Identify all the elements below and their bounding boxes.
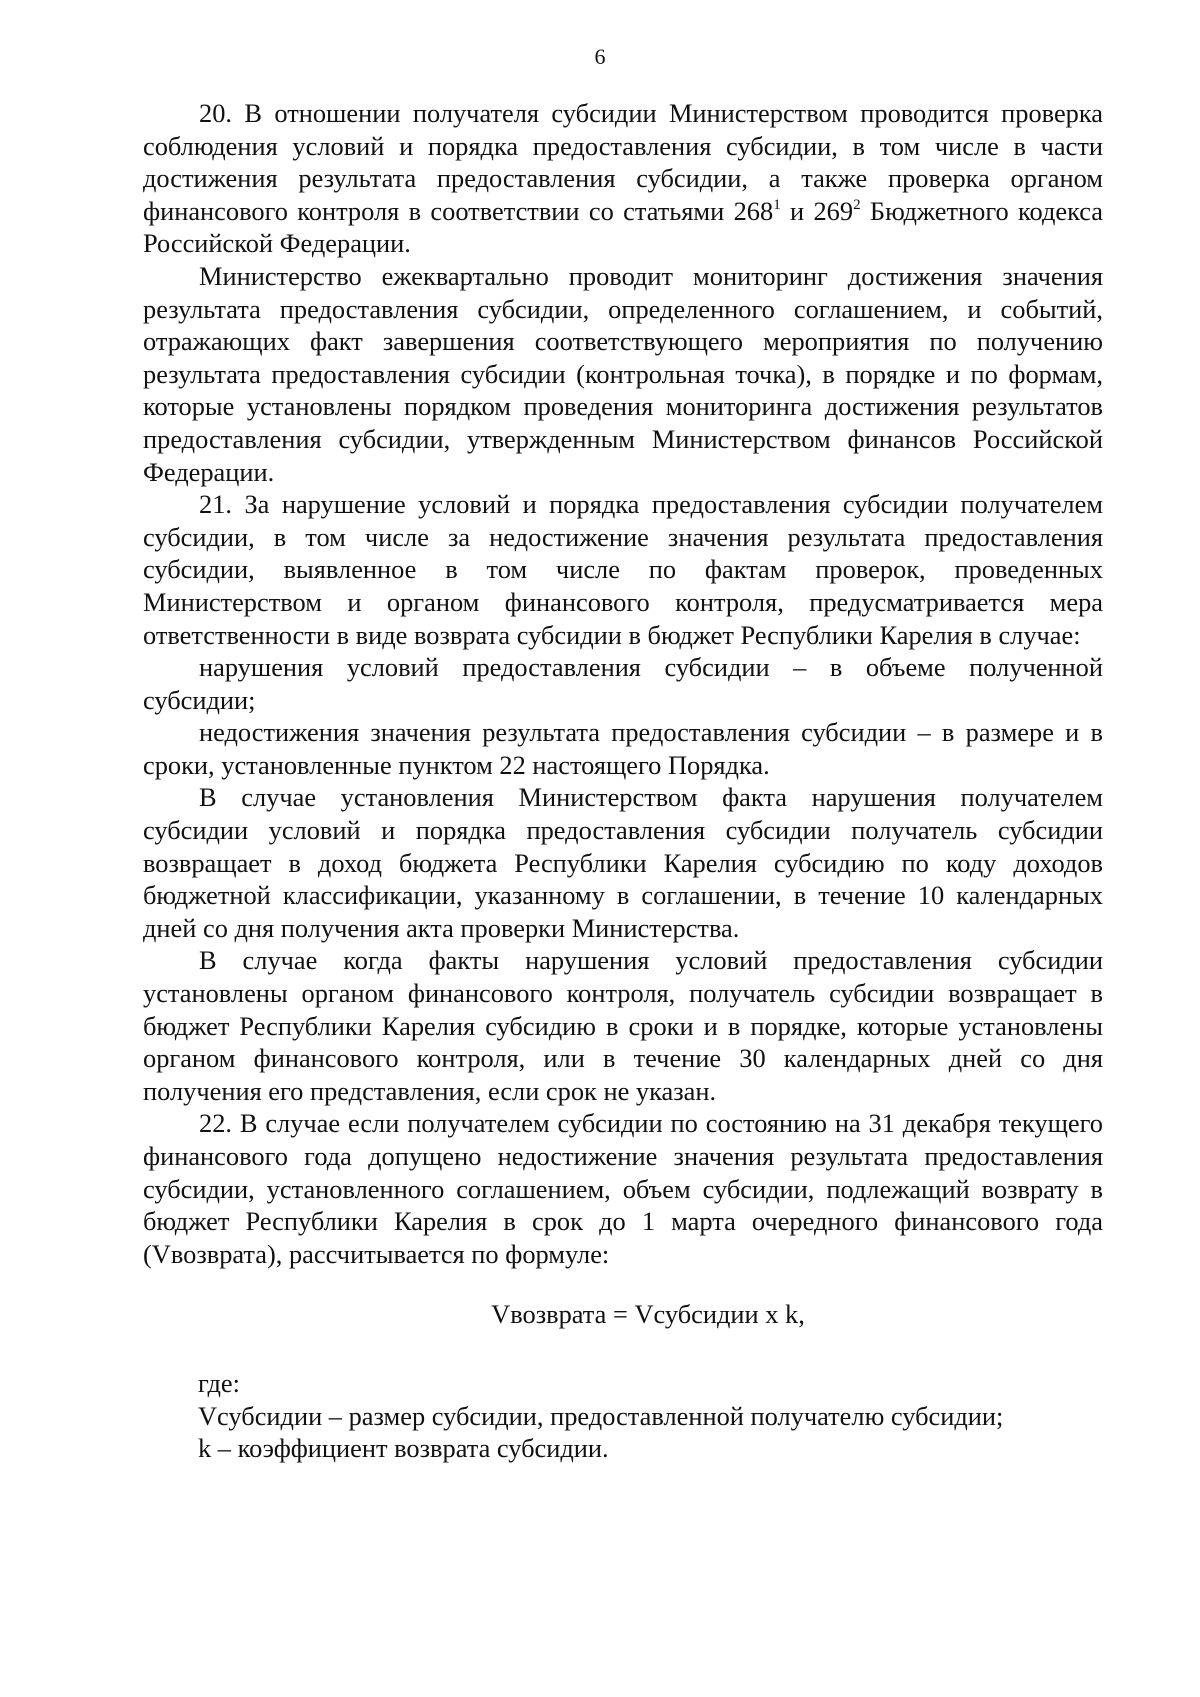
paragraph-20 (143, 97, 1103, 260)
paragraph-monitoring: Министерство ежеквартально проводит мониторинг достижения значения результата предоставления субсидии, определенного соглашением, и событий, отражающих факт завершения соответствующего мероприятия по получению результата предоставления субсидии (контрольная точка), в порядке и по формам, которые установлены порядком проведения мониторинга достижения результатов предоставления субсидии, утвержденным Министерством финансов Российской Федерации. (143, 260, 1103, 487)
paragraph-21: 21. За нарушение условий и порядка предоставления субсидии получателем субсидии, в том числе за недостижение значения результата предоставления субсидии, выявленное в том числе по фактам проверок, проведенных Министерством и органом финансового контроля, предусматривается мера ответственности в виде возврата субсидии в бюджет Республики Карелия в случае: (143, 489, 1103, 650)
paragraph-ministry-case: В случае установления Министерством факта нарушения получателем субсидии условий и порядка предоставления субсидии получатель субсидии возвращает в доход бюджета Республики Карелия субсидию по коду доходов бюджетной классификации, указанному в соглашении, в течение 10 календарных дней со дня получения акта проверки Министерства. (143, 782, 1103, 943)
definition-k: k – коэффициент возврата субсидии. (198, 1433, 609, 1464)
formula-definitions (143, 1367, 1103, 1465)
document-body (143, 97, 1103, 1465)
paragraph-violation: нарушения условий предоставления субсидии – в объеме полученной субсидии; (143, 652, 1103, 715)
paragraph-control-case: В случае когда факты нарушения условий предоставления субсидии установлены органом финансового контроля, получатель субсидии возвращает в бюджет Республики Карелия субсидию в сроки и в порядке, которые установлены органом финансового контроля, или в течение 30 календарных дней со дня получения его представления, если срок не указан. (143, 945, 1103, 1106)
paragraph-20-text-b: и 269 (780, 195, 854, 226)
where-label: где: (198, 1367, 240, 1398)
definition-v-subsidy: Vсубсидии – размер субсидии, предоставленной получателю субсидии; (198, 1400, 1004, 1431)
paragraph-20-text-a: 20. В отношении получателя субсидии Министерством проводится проверка соблюдения условий и порядка предоставления субсидии, в том числе в части достижения результата предоставления субсидии, а также проверка органом финансового контроля в соответствии со статьями 268 (143, 98, 1103, 226)
page-number: 6 (594, 44, 606, 69)
formula: Vвозврата = Vсубсидии x k, (491, 1299, 805, 1330)
superscript-2: 2 (853, 196, 861, 213)
paragraph-20-text-c: Бюджетного кодекса Российской Федерации. (143, 195, 1103, 259)
superscript-1: 1 (773, 196, 781, 213)
paragraph-22: 22. В случае если получателем субсидии по состоянию на 31 декабря текущего финансового года допущено недостижение значения результата предоставления субсидии, установленного соглашением, объем субсидии, подлежащий возврату в бюджет Республики Карелия в срок до 1 марта очередного финансового года (Vвозврата), рассчитывается по формуле: (143, 1108, 1103, 1269)
paragraph-nonachievement: недостижения значения результата предоставления субсидии – в размере и в сроки, установленные пунктом 22 настоящего Порядка. (143, 717, 1103, 780)
